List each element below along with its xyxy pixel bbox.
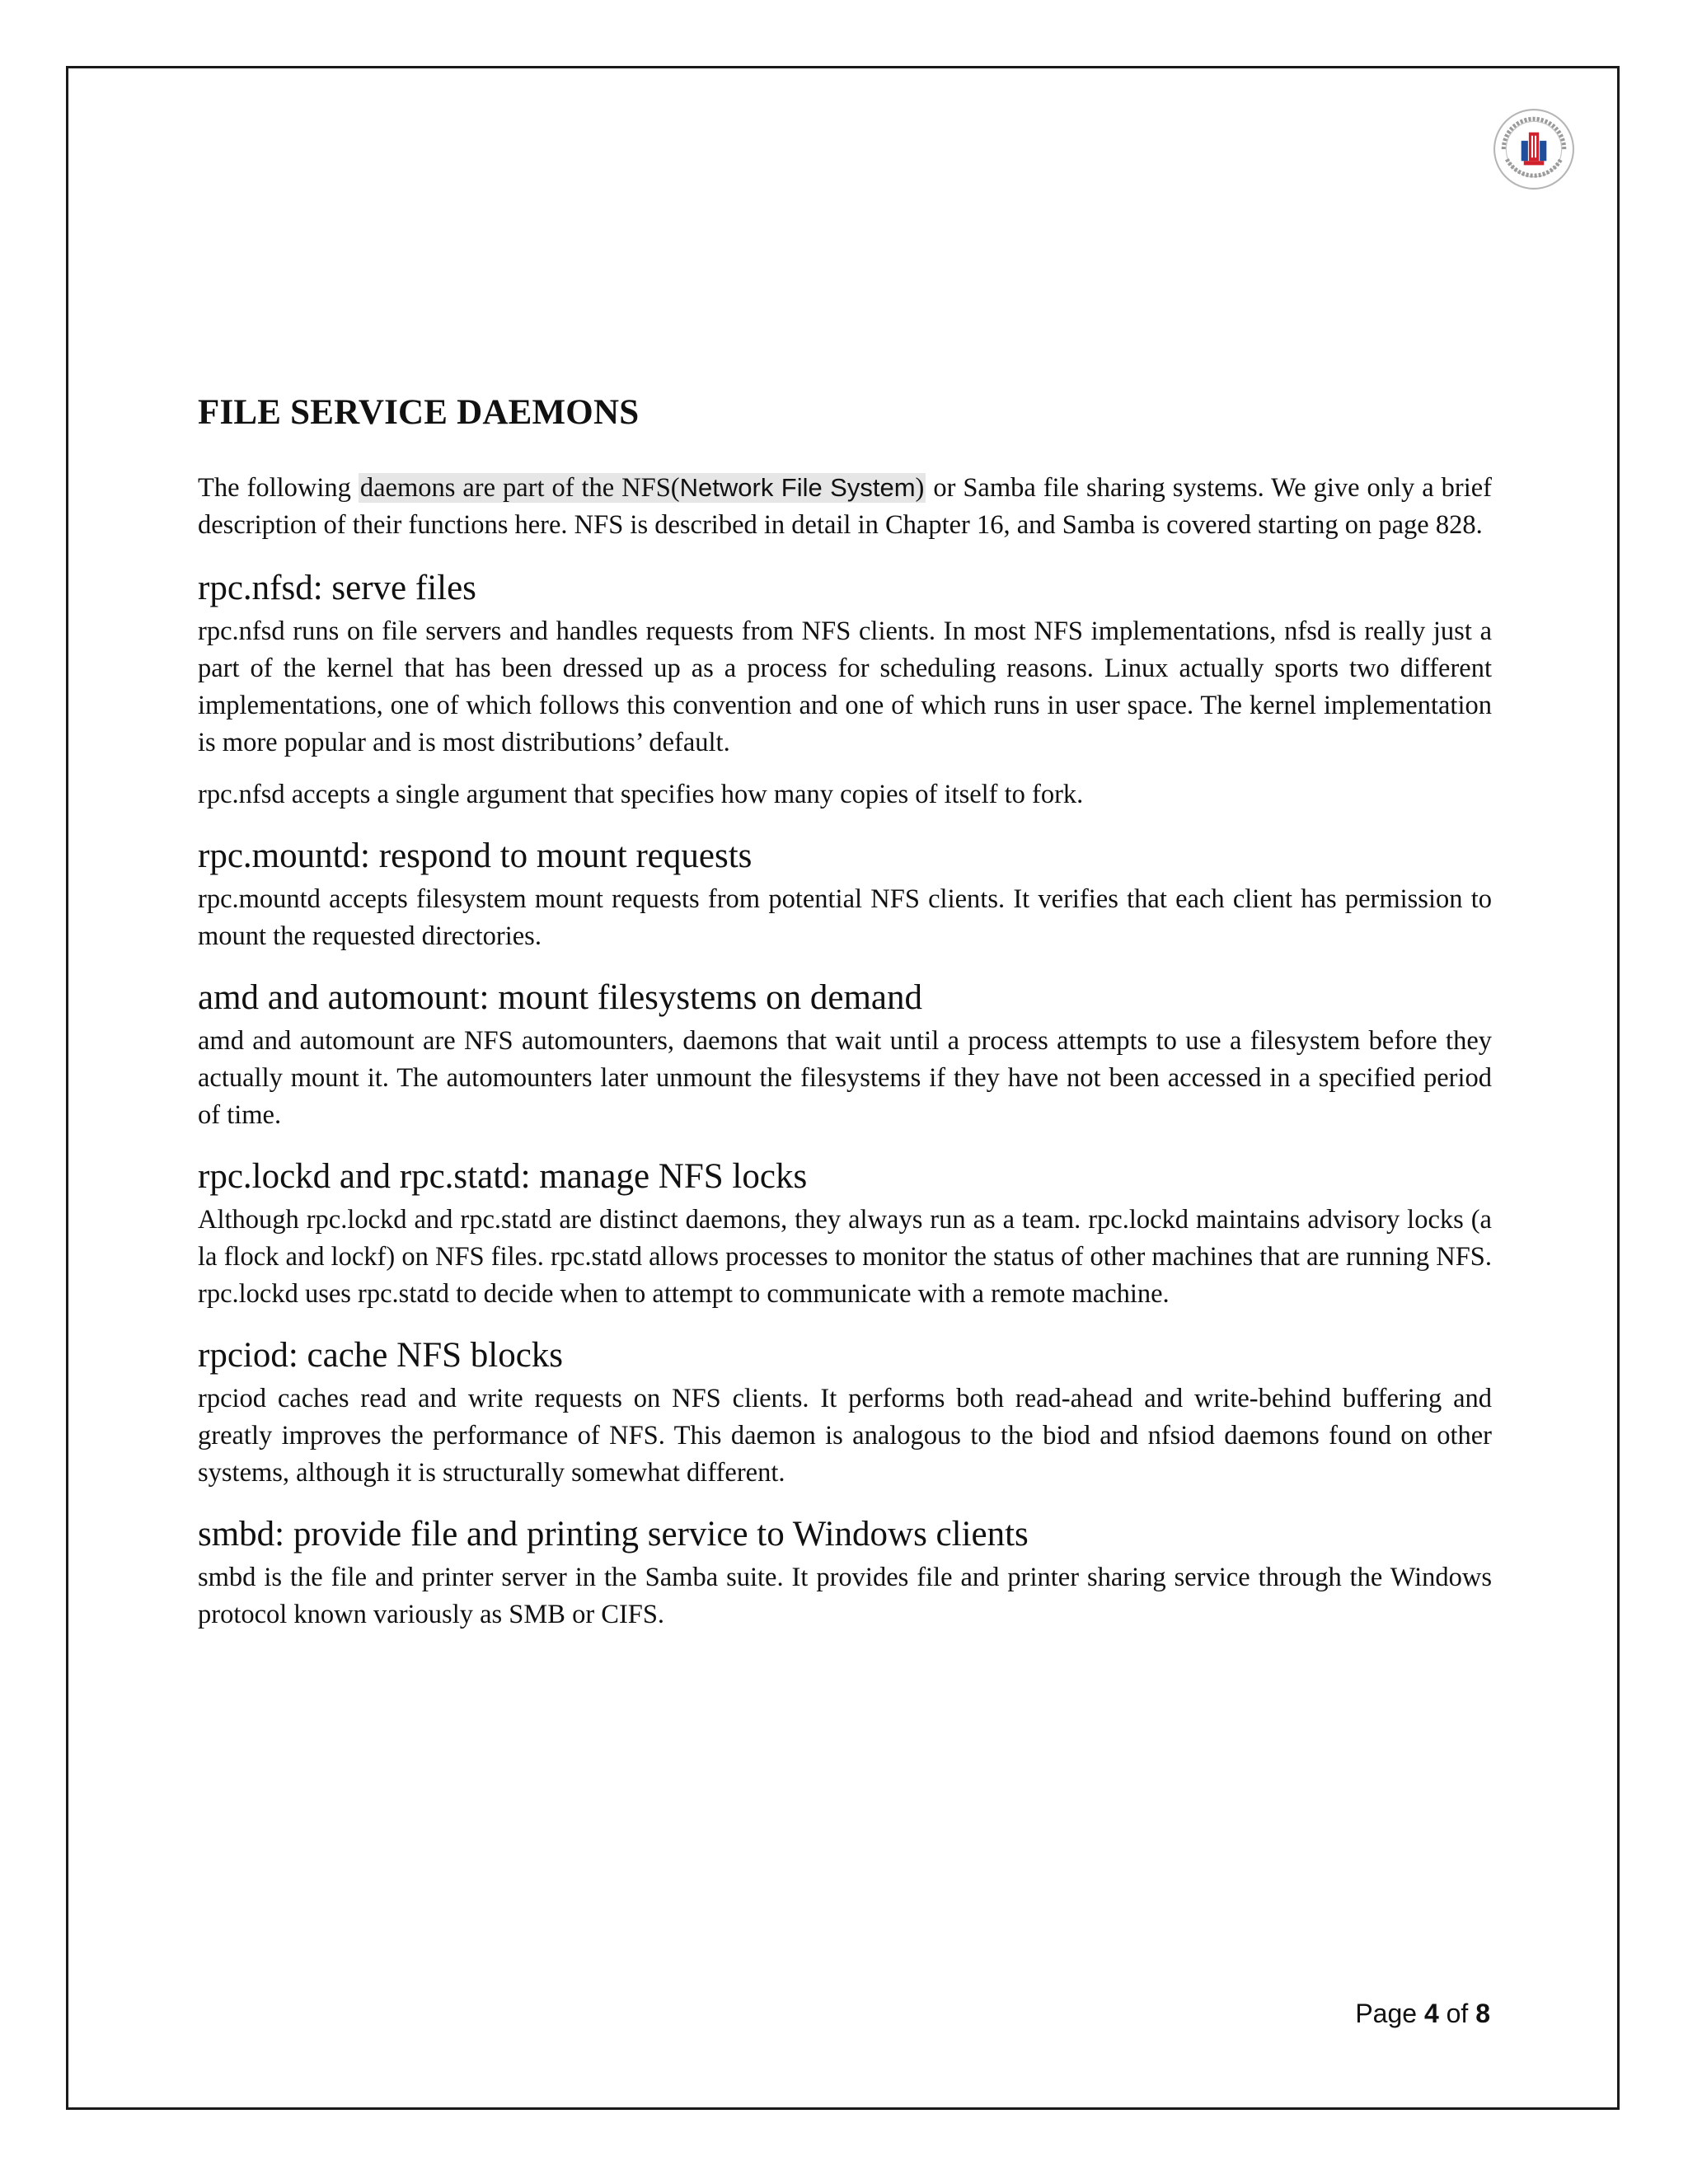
university-seal-icon bbox=[1492, 107, 1576, 191]
total-pages: 8 bbox=[1475, 1999, 1490, 2028]
section-heading: rpc.lockd and rpc.statd: manage NFS locks bbox=[198, 1156, 808, 1196]
page-label: Page bbox=[1355, 1999, 1424, 2028]
section-heading: rpc.mountd: respond to mount requests bbox=[198, 836, 753, 875]
section-paragraph: rpciod caches read and write requests on NFS clients. It performs both read-ahead and write-behind buffering and greatly improves the performance of NFS. This daemon is analogous to the biod and nfsiod daemons found on other systems, although it is structurally somewhat different. bbox=[198, 1383, 1492, 1488]
section-paragraph: rpc.mountd accepts filesystem mount requests from potential NFS clients. It verifies that each client has permission to mount the requested directories. bbox=[198, 883, 1492, 951]
highlighted-close: ) bbox=[915, 472, 925, 503]
highlighted-serif: daemons are part of the NFS( bbox=[359, 472, 680, 503]
section-paragraph: rpc.nfsd accepts a single argument that specifies how many copies of itself to fork. bbox=[198, 779, 1084, 809]
highlighted-text bbox=[359, 473, 926, 503]
section-paragraph: smbd is the file and printer server in the Samba suite. It provides file and printer sharing service through the Windows protocol known variously as SMB or CIFS. bbox=[198, 1562, 1492, 1629]
intro-paragraph bbox=[198, 469, 1492, 544]
section-smbd bbox=[198, 1513, 1492, 1633]
section-paragraph: Although rpc.lockd and rpc.statd are distinct daemons, they always run as a team. rpc.lockd maintains advisory locks (a la flock and lockf) on NFS files. rpc.statd allows processes to monitor the status of other machines that are running NFS. rpc.lockd uses rpc.statd to decide when to attempt to communicate with a remote machine. bbox=[198, 1204, 1492, 1309]
section-paragraph: rpc.nfsd runs on file servers and handles requests from NFS clients. In most NFS implementations, nfsd is really just a part of the kernel that has been dressed up as a process for scheduling reasons. Linux actually sports two different implementations, one of which follows this convention and one of which runs in user space. The kernel implementation is more popular and is most distributions’ default. bbox=[198, 616, 1492, 757]
section-heading: amd and automount: mount filesystems on demand bbox=[198, 977, 922, 1017]
section-heading: rpciod: cache NFS blocks bbox=[198, 1335, 564, 1375]
section-paragraph: amd and automount are NFS automounters, daemons that wait until a process attempts to use a filesystem before they actually mount it. The automounters later unmount the filesystems if they have not been accessed in a specified period of time. bbox=[198, 1025, 1492, 1130]
document-body bbox=[198, 391, 1492, 1655]
section-rpc-nfsd bbox=[198, 567, 1492, 813]
intro-lead: The following bbox=[198, 472, 359, 503]
page-number bbox=[1355, 1999, 1490, 2029]
document-title: FILE SERVICE DAEMONS bbox=[198, 393, 640, 432]
section-rpciod bbox=[198, 1334, 1492, 1492]
section-rpc-mountd bbox=[198, 835, 1492, 955]
intro-rest: or Samba file sharing systems. We give only a brief description of their functions here. NFS is described in detail in Chapter 16, and Samba is covered starting on page 828. bbox=[198, 472, 1492, 540]
highlighted-sans: Network File System bbox=[679, 472, 916, 502]
section-rpc-lockd-statd bbox=[198, 1155, 1492, 1313]
section-heading: smbd: provide file and printing service to Windows clients bbox=[198, 1514, 1029, 1554]
section-heading: rpc.nfsd: serve files bbox=[198, 568, 476, 607]
current-page: 4 bbox=[1423, 1999, 1439, 2028]
page-of: of bbox=[1438, 1999, 1476, 2028]
section-amd-automount bbox=[198, 977, 1492, 1134]
